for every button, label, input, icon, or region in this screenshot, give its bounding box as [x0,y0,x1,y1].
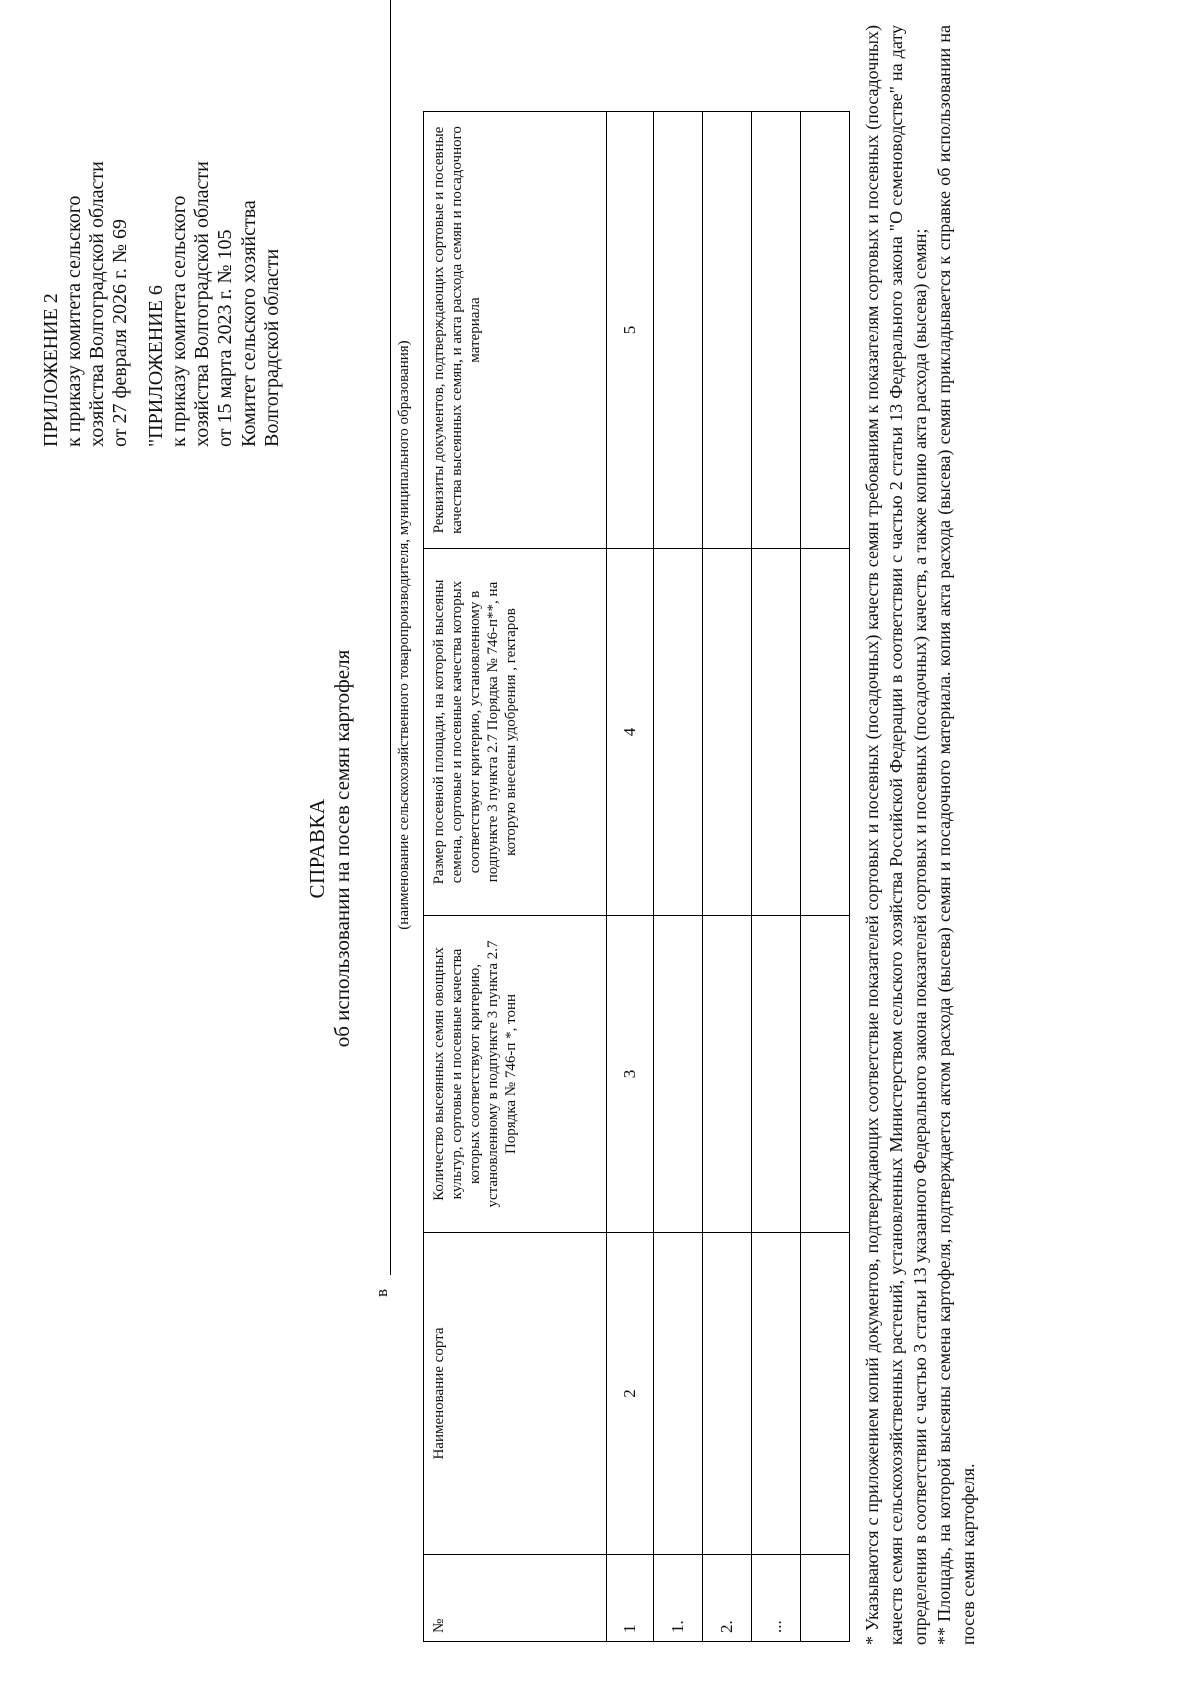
table-row [801,112,850,1642]
appendix-6-block [145,161,237,447]
row-cell[interactable] [654,549,703,916]
header-variety: Наименование сорта [424,1233,607,1555]
row-cell[interactable] [801,112,850,549]
org-caption: (наименование сельскохозяйственного товаропроизводителя, муниципального образования) [396,340,412,930]
row-cell[interactable] [703,112,752,549]
colnum-4: 4 [607,549,654,916]
row-cell[interactable] [703,916,752,1233]
row-cell[interactable] [801,549,850,916]
colnum-3: 3 [607,916,654,1233]
table-header-row [424,112,607,1642]
recipient-block [238,200,284,447]
appendix-2-line2: хозяйства Волгоградской области [86,161,108,447]
row-cell[interactable] [752,916,801,1233]
row-cell[interactable] [752,112,801,549]
header-number: № [424,1555,607,1642]
recipient-line2: Волгоградской области [261,248,283,447]
row-number [801,1555,850,1642]
row-number: ... [752,1555,801,1642]
header-documents: Реквизиты документов, подтверждающих сортовые и посевные качества высеянных семян, и акта расхода семян и посадочного материала [424,112,607,549]
row-cell[interactable] [801,916,850,1233]
table-row [752,112,801,1642]
appendix-6-line1: к приказу комитета сельского [168,195,190,447]
appendix-2-line1: к приказу комитета сельского [63,195,85,447]
row-cell[interactable] [654,112,703,549]
row-cell[interactable] [752,549,801,916]
appendix-2-title: ПРИЛОЖЕНИЕ 2 [40,293,62,447]
colnum-5: 5 [607,112,654,549]
row-cell[interactable] [801,1233,850,1555]
footnote-1: * Указываются с приложением копий документов, подтверждающих соответствие показателей сортовых и посевных (посадочных) качеств семян требованиям к показателям сортовых и посевных (посадочных) качеств семян сельскохозяйственных растений, установленных Министерством сельского хозяйства Российской Федерации в соответствии с частью 2 статьи 13 Федерального закона "О семеноводстве" на дату определения в соответствии с частью 3 статьи 13 указанного Федерального закона показателей сортовых и посевных (посадочных) качеств, а также копию акта расхода (высева) семян; [862,25,930,1645]
in-label: в [372,1288,391,1297]
column-number-row [607,112,654,1642]
footnote-2: ** Площадь, на которой высеяны семена картофеля, подтверждается актом расхода (высева) семян и посадочного материала. копия акта расхода (высева) семян прикладывается к справке об использовании на посев семян картофеля. [934,25,978,1645]
colnum-2: 2 [607,1233,654,1555]
row-cell[interactable] [703,1233,752,1555]
appendix-6-line3: от 15 марта 2023 г. № 105 [214,229,236,447]
table-row [703,112,752,1642]
appendix-2-line3: от 27 февраля 2026 г. № 69 [109,218,131,447]
document-subtitle: об использовании на посев семян картофеля [330,649,354,1048]
org-name-line [390,0,391,1275]
row-number: 1. [654,1555,703,1642]
row-cell[interactable] [703,549,752,916]
row-number: 2. [703,1555,752,1642]
appendix-6-title: "ПРИЛОЖЕНИЕ 6 [145,285,167,447]
appendix-2-block [40,161,132,447]
row-cell[interactable] [654,916,703,1233]
row-cell[interactable] [752,1233,801,1555]
appendix-6-line2: хозяйства Волгоградской области [191,161,213,447]
footnotes [860,25,980,1645]
seed-usage-table [423,111,850,1642]
row-cell[interactable] [654,1233,703,1555]
header-area: Размер посевной площади, на которой высеяны семена, сортовые и посевные качества которых соответствуют критерию, установленному в подпункте 3 пункта 2.7 Порядка № 746-п**, на которую внесены удобрения , гектаров [424,549,607,916]
document-title: СПРАВКА [305,798,329,899]
recipient-line1: Комитет сельского хозяйства [238,200,260,447]
colnum-1: 1 [607,1555,654,1642]
table-row [654,112,703,1642]
header-quantity: Количество высеянных семян овощных культур, сортовые и посевные качества которых соответствуют критерию, установленному в подпункте 3 пункта 2.7 Порядка № 746-п *, тонн [424,916,607,1233]
